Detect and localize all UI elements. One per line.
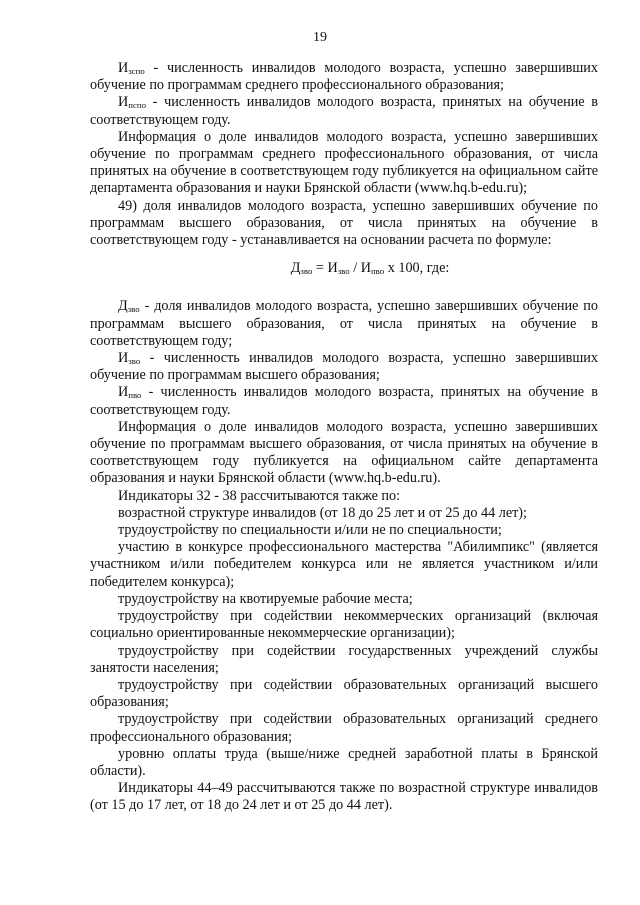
list-item: трудоустройству при содействии некоммерческих организаций (включая социально ориентированные некоммерческие организации); [90,608,598,642]
item-49-paragraph: 49) доля инвалидов молодого возраста, успешно завершивших обучение по программам высшего образования, от числа принятых на обучение в соответствующем году - устанавливается на основании расчета по формуле: [90,197,598,249]
formula-i1: И [327,260,338,277]
list-item: трудоустройству при содействии образовательных организаций среднего профессионального образования; [90,711,598,745]
formula-equals: = [312,260,328,277]
symbol-subscript: зспо [128,65,145,76]
definition-text: - численность инвалидов молодого возраста, успешно завершивших обучение по программам высшего образования; [90,350,598,384]
list-item: участию в конкурсе профессионального мастерства "Абилимпикс" (является участником и/или победителем конкурса или не является участником и/или победителем конкурса); [90,539,598,590]
symbol: И [118,384,129,401]
symbol-subscript: пво [128,390,142,401]
list-item: трудоустройству на квотируемые рабочие места; [118,590,413,607]
definition-i-zspo [90,60,598,94]
definition-i-zvo [90,350,598,384]
formula-tail: х 100, где: [384,260,450,277]
symbol-subscript: зво [128,355,141,366]
definition-i-pvo [90,384,598,418]
page-number: 19 [313,30,327,45]
formula [90,260,598,277]
formula-i1-subscript: зво [337,265,350,276]
definition-i-pspo [90,94,598,128]
list-item: трудоустройству при содействии государственных учреждений службы занятости населения; [90,642,598,676]
symbol: И [118,60,129,76]
symbol-subscript: зво [127,304,140,315]
formula-d: Д [290,260,301,277]
symbol-subscript: пспо [128,100,146,111]
indicators-44-49-paragraph: Индикаторы 44–49 рассчитываются также по возрастной структуре инвалидов (от 15 до 17 лет, от 18 до 24 лет и от 25 до 44 лет). [90,780,598,814]
symbol: И [118,94,129,111]
formula-i2: И [360,260,371,277]
symbol: Д [118,298,128,315]
definition-text: - численность инвалидов молодого возраста, принятых на обучение в соответствующем году. [90,384,598,418]
definition-text: - доля инвалидов молодого возраста, успешно завершивших обучение по программам высшего образования, от числа принятых на обучение в соответствующем году; [90,298,598,349]
list-item: уровню оплаты труда (выше/ниже средней заработной платы в Брянской области). [90,745,598,779]
definition-text: - численность инвалидов молодого возраста, успешно завершивших обучение по программам среднего профессионального образования; [90,60,598,94]
formula-divide: / [349,260,361,277]
formula-d-subscript: зво [300,265,313,276]
formula-i2-subscript: пво [370,265,385,276]
document-body [90,60,598,815]
definition-d-zvo [90,298,598,350]
list-item: возрастной структуре инвалидов (от 18 до 25 лет и от 25 до 44 лет); [118,504,527,521]
info-paragraph-vo: Информация о доле инвалидов молодого возраста, успешно завершивших обучение по программам высшего образования, от числа принятых на обучение в соответствующем году публикуется на официальном сайте департамента образования и науки Брянской области (www.hq.b-edu.ru). [90,418,598,487]
list-item: трудоустройству по специальности и/или не по специальности; [118,522,502,539]
list-item: трудоустройству при содействии образовательных организаций высшего образования; [90,676,598,711]
definition-text: - численность инвалидов молодого возраста, принятых на обучение в соответствующем году. [90,94,598,128]
indicators-intro: Индикаторы 32 - 38 рассчитываются также по: [118,487,401,504]
info-paragraph-spo: Информация о доле инвалидов молодого возраста, успешно завершивших обучение по программам среднего профессионального образования, от числа принятых на обучение в соответствующем году публикуется на официальном сайте департамента образования и науки Брянской области (www.hq.b-edu.ru); [90,128,598,197]
symbol: И [118,350,129,367]
